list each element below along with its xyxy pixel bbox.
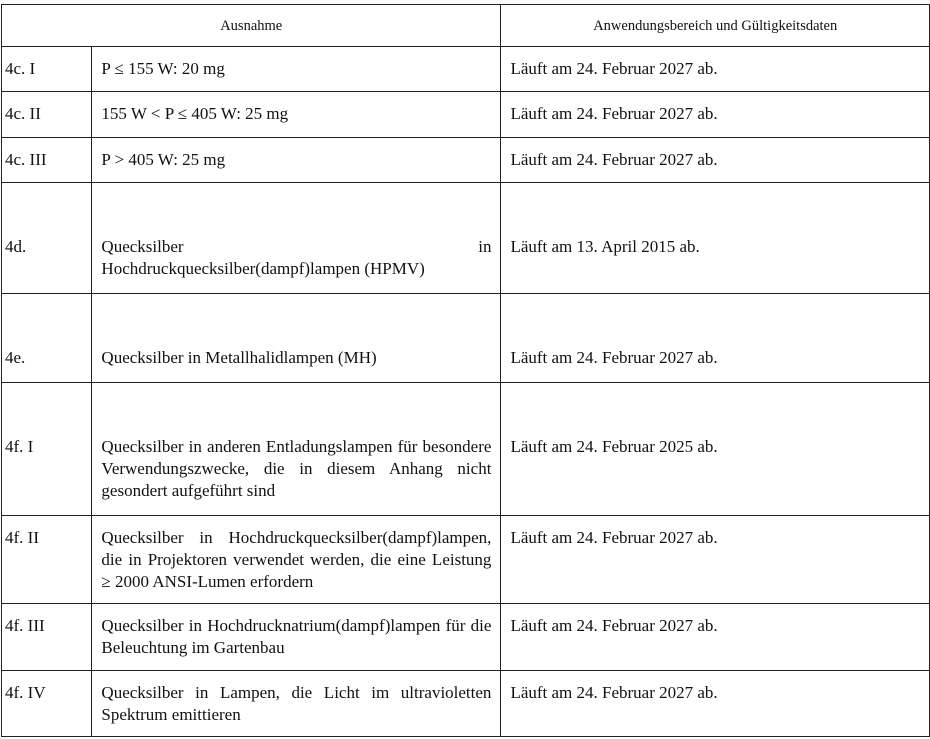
exemption-id: 4d. [2,183,92,294]
exemption-description: Quecksilber in Hochdrucknatrium(dampf)lampen für die Beleuchtung im Gartenbau [92,604,501,671]
description-line: Quecksilber in [101,237,492,256]
exemption-id: 4f. I [2,383,92,516]
table-row [2,138,930,183]
exemption-id: 4f. IV [2,671,92,737]
table-row [2,383,930,516]
validity-date: Läuft am 13. April 2015 ab. [501,183,930,294]
exemption-description: Quecksilber in Metallhalidlampen (MH) [92,294,501,383]
table-header-row [2,5,930,47]
table-row [2,92,930,138]
validity-date: Läuft am 24. Februar 2027 ab. [501,604,930,671]
exemption-id: 4c. II [2,92,92,138]
validity-date: Läuft am 24. Februar 2027 ab. [501,138,930,183]
validity-date: Läuft am 24. Februar 2027 ab. [501,92,930,138]
exemption-description: Quecksilber in Lampen, die Licht im ultravioletten Spektrum emittieren [92,671,501,737]
table-row [2,604,930,671]
validity-date: Läuft am 24. Februar 2027 ab. [501,671,930,737]
validity-date: Läuft am 24. Februar 2027 ab. [501,47,930,92]
exemption-description: Quecksilber in anderen Entladungslampen für besondere Verwendungszwecke, die in diesem Anhang nicht gesondert aufgeführt sind [92,383,501,516]
validity-date: Läuft am 24. Februar 2025 ab. [501,383,930,516]
table-row [2,47,930,92]
exemption-id: 4c. I [2,47,92,92]
exemption-description: Quecksilber in Hochdruckquecksilber(dampf)lampen, die in Projektoren verwendet werden, die eine Leistung ≥ 2000 ANSI-Lumen erfordern [92,516,501,604]
table-row [2,183,930,294]
exemption-id: 4e. [2,294,92,383]
header-scope: Anwendungsbereich und Gültigkeitsdaten [501,5,930,47]
exemption-description: P > 405 W: 25 mg [92,138,501,183]
table-row [2,294,930,383]
header-exemption: Ausnahme [2,5,501,47]
description-line: Hochdruckquecksilber(dampf)lampen (HPMV) [101,259,425,278]
exemption-id: 4f. III [2,604,92,671]
table-row [2,516,930,604]
validity-date: Läuft am 24. Februar 2027 ab. [501,516,930,604]
exemption-description: 155 W < P ≤ 405 W: 25 mg [92,92,501,138]
exemption-id: 4c. III [2,138,92,183]
exemptions-table [1,4,930,737]
exemption-id: 4f. II [2,516,92,604]
table-row [2,671,930,737]
validity-date: Läuft am 24. Februar 2027 ab. [501,294,930,383]
exemption-description [92,183,501,294]
exemption-description: P ≤ 155 W: 20 mg [92,47,501,92]
